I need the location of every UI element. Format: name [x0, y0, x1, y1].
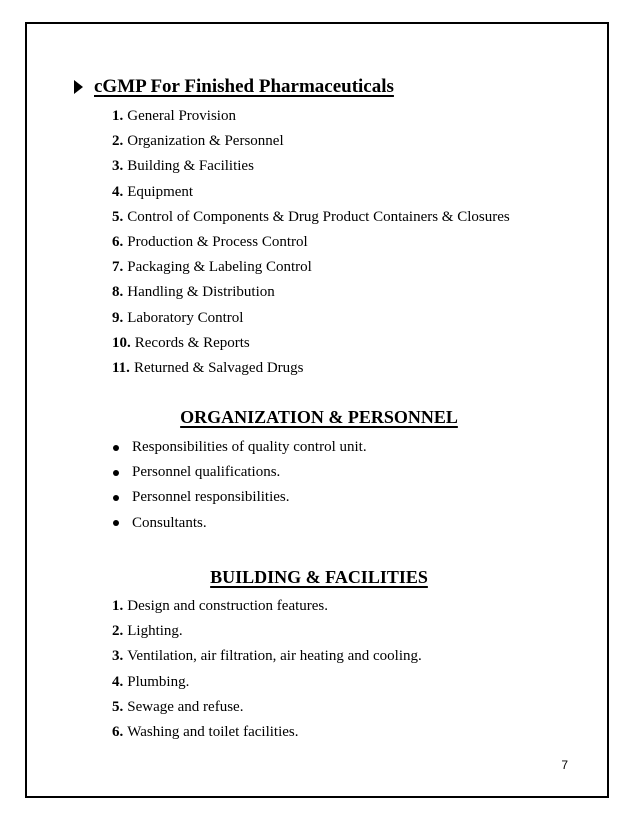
item-number: 5.	[112, 208, 124, 225]
item-text: Control of Components & Drug Product Containers & Closures	[127, 208, 510, 225]
list-item	[112, 255, 510, 280]
list-item	[112, 720, 422, 745]
org-bullet-list	[110, 435, 367, 536]
list-item	[112, 356, 510, 381]
building-section-heading	[0, 567, 638, 588]
item-text: Sewage and refuse.	[127, 698, 244, 715]
item-text: Organization & Personnel	[127, 133, 284, 150]
org-section-heading	[0, 407, 638, 428]
list-item	[112, 154, 510, 179]
item-text: Equipment	[127, 183, 194, 200]
item-number: 10.	[112, 334, 131, 351]
org-heading-text: ORGANIZATION & PERSONNEL	[180, 407, 458, 427]
item-number: 4.	[112, 183, 124, 200]
item-number: 6.	[112, 723, 124, 740]
bullet-icon	[113, 445, 119, 451]
bullet-icon	[113, 470, 119, 476]
list-item	[112, 205, 510, 230]
item-number: 8.	[112, 284, 124, 301]
list-item	[112, 180, 510, 205]
list-item	[112, 104, 510, 129]
list-item	[112, 644, 422, 669]
item-text: Laboratory Control	[127, 309, 244, 326]
list-item	[112, 129, 510, 154]
item-text: Building & Facilities	[127, 158, 254, 175]
list-item	[112, 695, 422, 720]
bullet-item	[110, 435, 367, 460]
item-number: 6.	[112, 233, 124, 250]
item-text: Lighting.	[127, 623, 183, 640]
arrow-bullet-icon	[74, 80, 83, 94]
item-number: 5.	[112, 698, 124, 715]
list-item	[112, 280, 510, 305]
item-text: Design and construction features.	[127, 598, 329, 614]
page-number: 7	[561, 758, 568, 772]
bullet-item	[110, 511, 367, 536]
item-text: Returned & Salvaged Drugs	[133, 359, 304, 376]
list-item	[112, 670, 422, 695]
building-heading-text: BUILDING & FACILITIES	[210, 567, 428, 587]
item-number: 3.	[112, 648, 124, 665]
bullet-text: Personnel qualifications.	[132, 464, 281, 481]
list-item	[112, 619, 422, 644]
list-item	[112, 594, 422, 619]
bullet-text: Personnel responsibilities.	[132, 489, 290, 506]
item-text: General Provision	[127, 108, 236, 124]
bullet-icon	[113, 495, 119, 501]
item-text: Handling & Distribution	[127, 284, 275, 301]
item-number: 4.	[112, 673, 124, 690]
bullet-text: Consultants.	[132, 514, 207, 531]
item-text: Washing and toilet facilities.	[127, 723, 299, 740]
main-heading	[74, 76, 394, 98]
item-text: Plumbing.	[127, 673, 190, 690]
item-text: Ventilation, air filtration, air heating and cooling.	[127, 648, 422, 665]
item-number: 1.	[112, 108, 124, 124]
bullet-item	[110, 485, 367, 510]
bullet-text: Responsibilities of quality control unit.	[132, 439, 367, 455]
bullet-item	[110, 460, 367, 485]
item-number: 2.	[112, 623, 124, 640]
list-item	[112, 331, 510, 356]
item-text: Packaging & Labeling Control	[127, 259, 312, 276]
item-text: Records & Reports	[134, 334, 250, 351]
list-item	[112, 230, 510, 255]
item-number: 1.	[112, 598, 124, 614]
item-number: 2.	[112, 133, 124, 150]
item-number: 11.	[112, 359, 130, 376]
main-heading-text: cGMP For Finished Pharmaceuticals	[94, 76, 394, 97]
list-item	[112, 306, 510, 331]
item-text: Production & Process Control	[127, 233, 308, 250]
item-number: 9.	[112, 309, 124, 326]
item-number: 3.	[112, 158, 124, 175]
building-list	[112, 594, 422, 745]
item-number: 7.	[112, 259, 124, 276]
bullet-icon	[113, 520, 119, 526]
main-list	[112, 104, 510, 381]
